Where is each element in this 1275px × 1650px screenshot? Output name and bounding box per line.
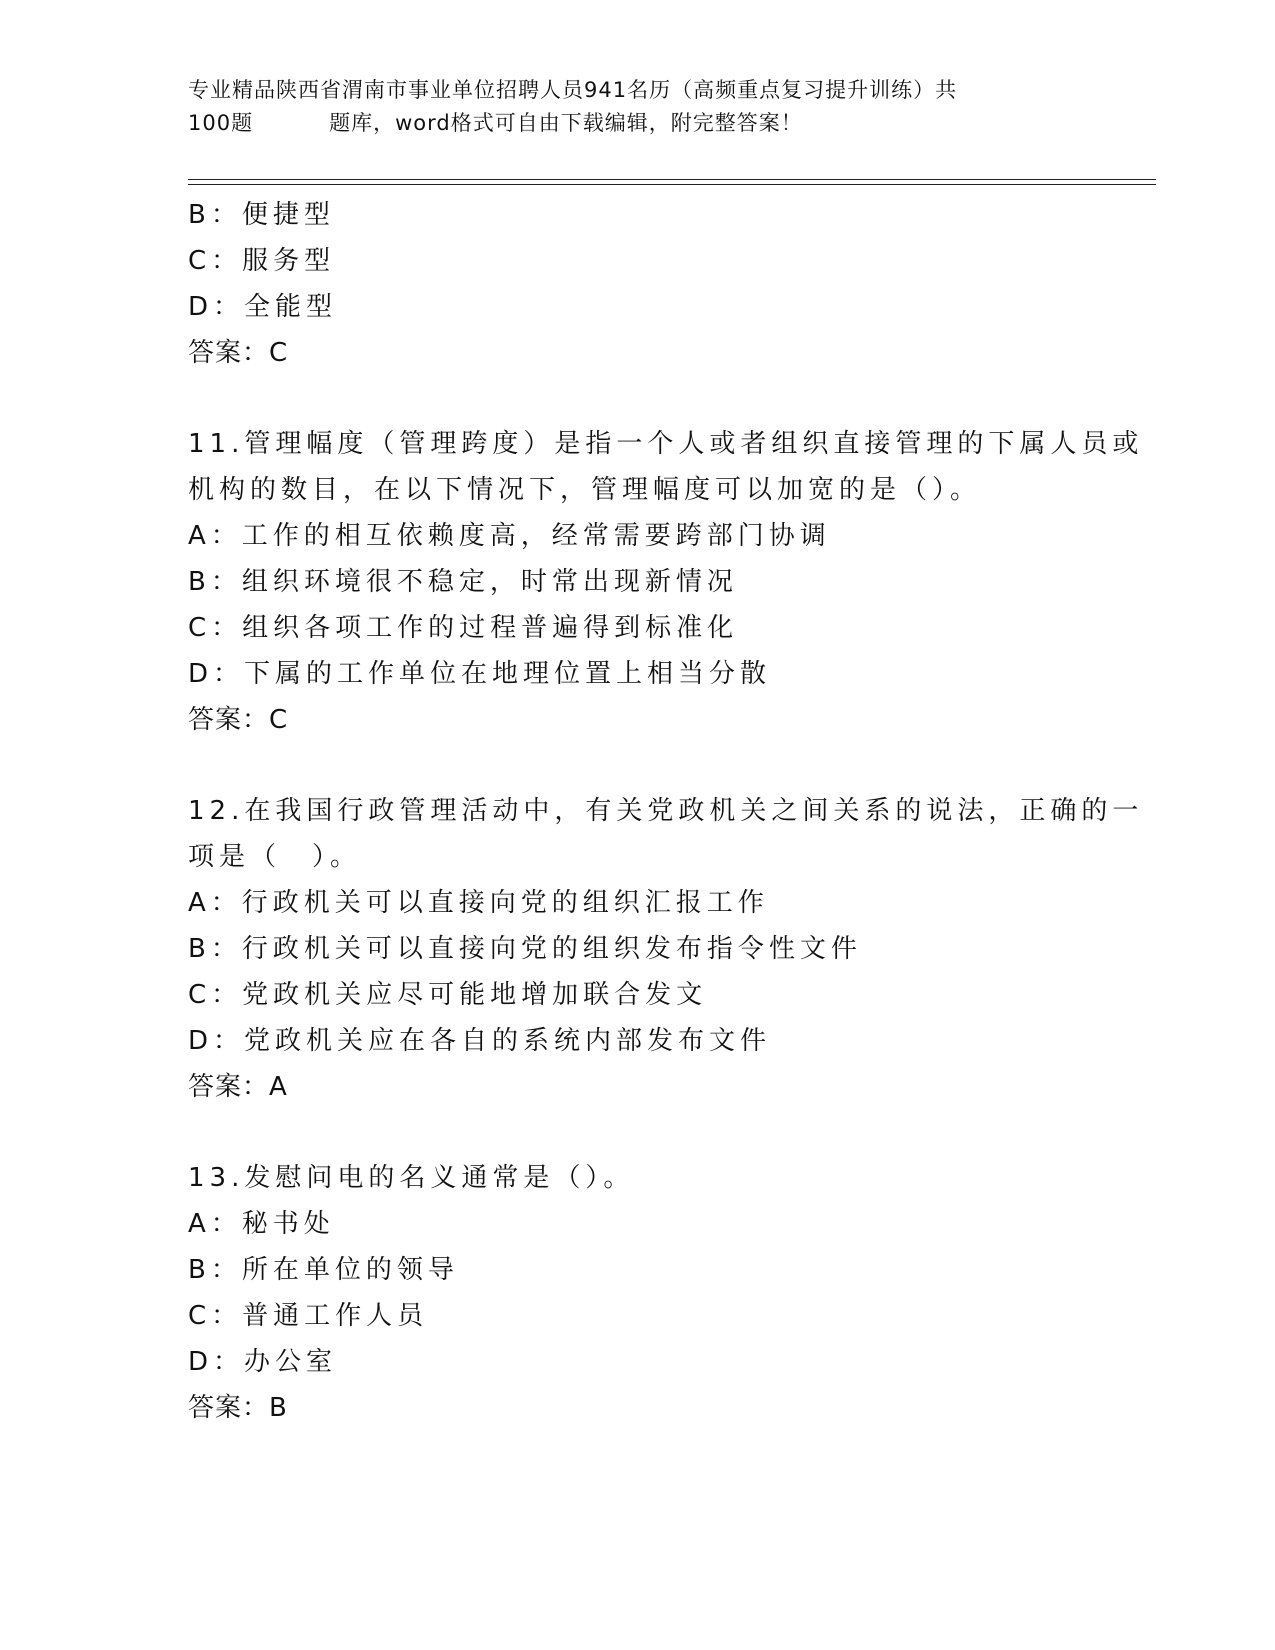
header-title-line-2 — [188, 107, 1088, 140]
question-block-13 — [188, 1155, 1088, 1431]
header-description: 题库，word格式可自由下载编辑，附完整答案！ — [329, 111, 803, 135]
option-c: C：组织各项工作的过程普遍得到标准化 — [188, 613, 739, 643]
header-divider-bottom — [188, 184, 1156, 185]
answer-line: 答案：A — [188, 1072, 288, 1102]
question-block-10-tail — [188, 192, 1088, 376]
page-header — [188, 74, 1088, 140]
answer-line: 答案：B — [188, 1393, 288, 1423]
header-divider-top — [188, 179, 1156, 180]
option-d: D：办公室 — [188, 1347, 338, 1377]
option-d: D：党政机关应在各自的系统内部发布文件 — [188, 1026, 772, 1056]
question-block-12 — [188, 788, 1144, 1110]
option-b: B：所在单位的领导 — [188, 1255, 459, 1285]
answer-line: 答案：C — [188, 705, 289, 735]
option-a: A：秘书处 — [188, 1209, 335, 1239]
option-c: C：服务型 — [188, 246, 336, 276]
header-title-line-1: 专业精品陕西省渭南市事业单位招聘人员941名历（高频重点复习提升训练）共 — [188, 78, 958, 102]
option-c: C：党政机关应尽可能地增加联合发文 — [188, 980, 708, 1010]
question-block-11 — [188, 421, 1144, 743]
header-question-count: 100题 — [188, 111, 254, 135]
answer-line: 答案：C — [188, 338, 289, 368]
question-list — [188, 192, 1144, 1431]
option-b: B：便捷型 — [188, 200, 335, 230]
question-stem: 11.管理幅度（管理跨度）是指一个人或者组织直接管理的下属人员或 — [188, 429, 1144, 459]
option-c: C：普通工作人员 — [188, 1301, 429, 1331]
option-b: B：行政机关可以直接向党的组织发布指令性文件 — [188, 934, 862, 964]
option-d: D：下属的工作单位在地理位置上相当分散 — [188, 659, 772, 689]
question-stem: 项是（ ）。 — [188, 842, 362, 872]
option-a: A：工作的相互依赖度高，经常需要跨部门协调 — [188, 521, 831, 551]
option-b: B：组织环境很不稳定，时常出现新情况 — [188, 567, 738, 597]
question-stem: 机构的数目，在以下情况下，管理幅度可以加宽的是（）。 — [188, 475, 982, 505]
option-a: A：行政机关可以直接向党的组织汇报工作 — [188, 888, 769, 918]
option-d: D：全能型 — [188, 292, 338, 322]
question-stem: 12.在我国行政管理活动中，有关党政机关之间关系的说法，正确的一 — [188, 796, 1144, 826]
question-stem: 13.发慰问电的名义通常是（）。 — [188, 1163, 635, 1193]
